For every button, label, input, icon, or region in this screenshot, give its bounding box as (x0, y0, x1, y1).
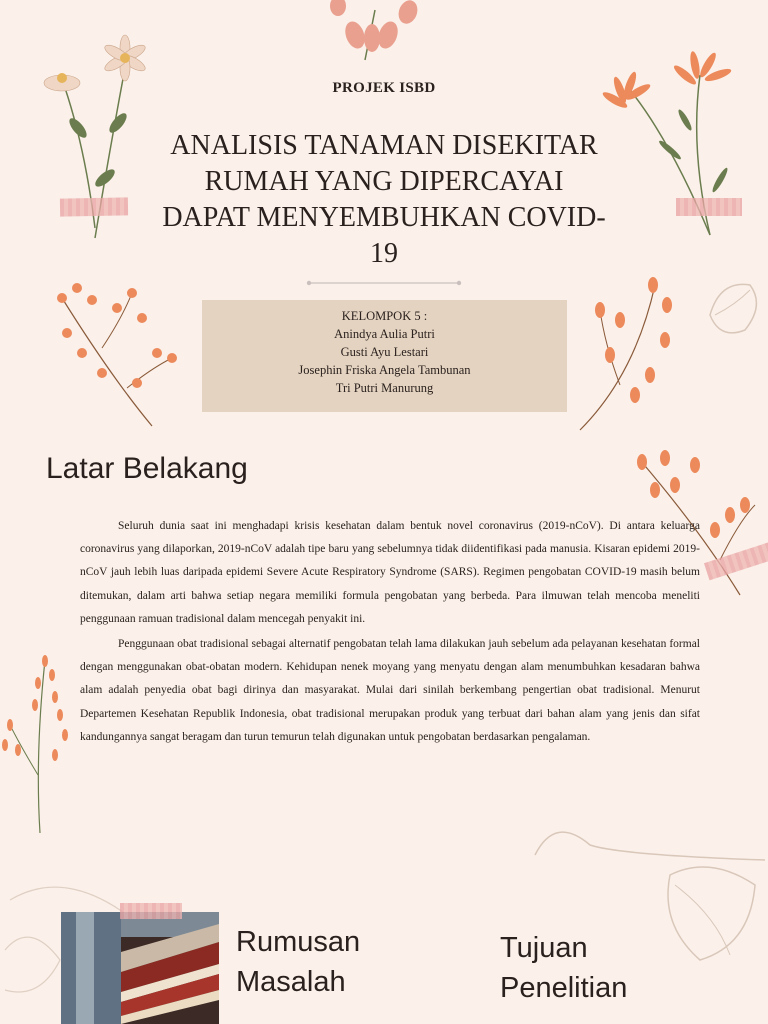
tape-decoration-right (676, 198, 742, 216)
member-name: Josephin Friska Angela Tambunan (298, 363, 471, 377)
title-line: RUMAH YANG DIPERCAYAI (204, 166, 564, 197)
orange-sprig-decoration-right (575, 275, 685, 435)
page-title (130, 128, 638, 272)
heading-line: Penelitian (500, 972, 628, 1004)
tape-decoration-left (60, 197, 128, 216)
orange-sprig-decoration-mid-left (0, 655, 80, 835)
flower-decoration-top-center (310, 0, 440, 70)
title-line: 19 (370, 238, 398, 269)
section-heading-tujuan-penelitian (500, 928, 627, 1008)
member-name: Anindya Aulia Putri (334, 327, 435, 341)
title-divider (306, 280, 462, 286)
paragraph: Seluruh dunia saat ini menghadapi krisis kesehatan dalam bentuk novel coronavirus (2019-nCoV). Di antara keluarga coronavirus yang dilaporkan, 2019-nCoV adalah tipe baru yang sebelumnya tidak diidentifikasi pada manusia. Kisaran epidemi 2019-nCoV jauh lebih luas daripada epidemi Severe Acute Respiratory Syndrome (SARS). Regimen pengobatan COVID-19 masih belum ditemukan, dalam arti bahwa setiap negara memiliki formula pengobatan yang berbeda. Para ilmuwan telah mencoba meneliti penggunaan ramuan tradisional dalam mencegah penyakit ini. (80, 520, 700, 625)
title-line: DAPAT MENYEMBUHKAN COVID- (162, 202, 606, 233)
member-name: Gusti Ayu Lestari (340, 345, 429, 359)
project-label: PROJEK ISBD (332, 80, 436, 96)
section-heading-latar-belakang: Latar Belakang (46, 452, 248, 485)
heading-line: Tujuan (500, 932, 588, 964)
orange-sprig-decoration-left (42, 278, 182, 428)
tape-decoration-books (120, 903, 182, 919)
paragraph: Penggunaan obat tradisional sebagai alternatif pengobatan telah lama dilakukan jauh sebelum ada pelayanan kesehatan formal dengan menggunakan obat-obatan modern. Kehidupan nenek moyang yang menyatu dengan alam menumbuhkan kesadaran bahwa alam adalah penyedia obat bagi dirinya dan masyarakat. Mulai dari sinilah berkembang pengertian obat tradisional. Menurut Departemen Kesehatan Republik Indonesia, obat tradisional merupakan produk yang terbuat dari bahan alam yang jenis dan sifat kandungannya sangat beragam dan turun temurun telah digunakan untuk pengobatan berdasarkan pengalaman. (80, 638, 700, 743)
title-line: ANALISIS TANAMAN DISEKITAR (170, 130, 598, 161)
group-members-box (202, 300, 567, 412)
heading-line: Masalah (236, 966, 346, 998)
heading-line: Rumusan (236, 926, 361, 958)
member-name: Tri Putri Manurung (335, 381, 434, 395)
group-label: KELOMPOK 5 : (341, 309, 428, 323)
leaf-outline-decoration-right (700, 275, 768, 345)
section-heading-rumusan-masalah (236, 922, 360, 1002)
books-image (61, 912, 219, 1024)
